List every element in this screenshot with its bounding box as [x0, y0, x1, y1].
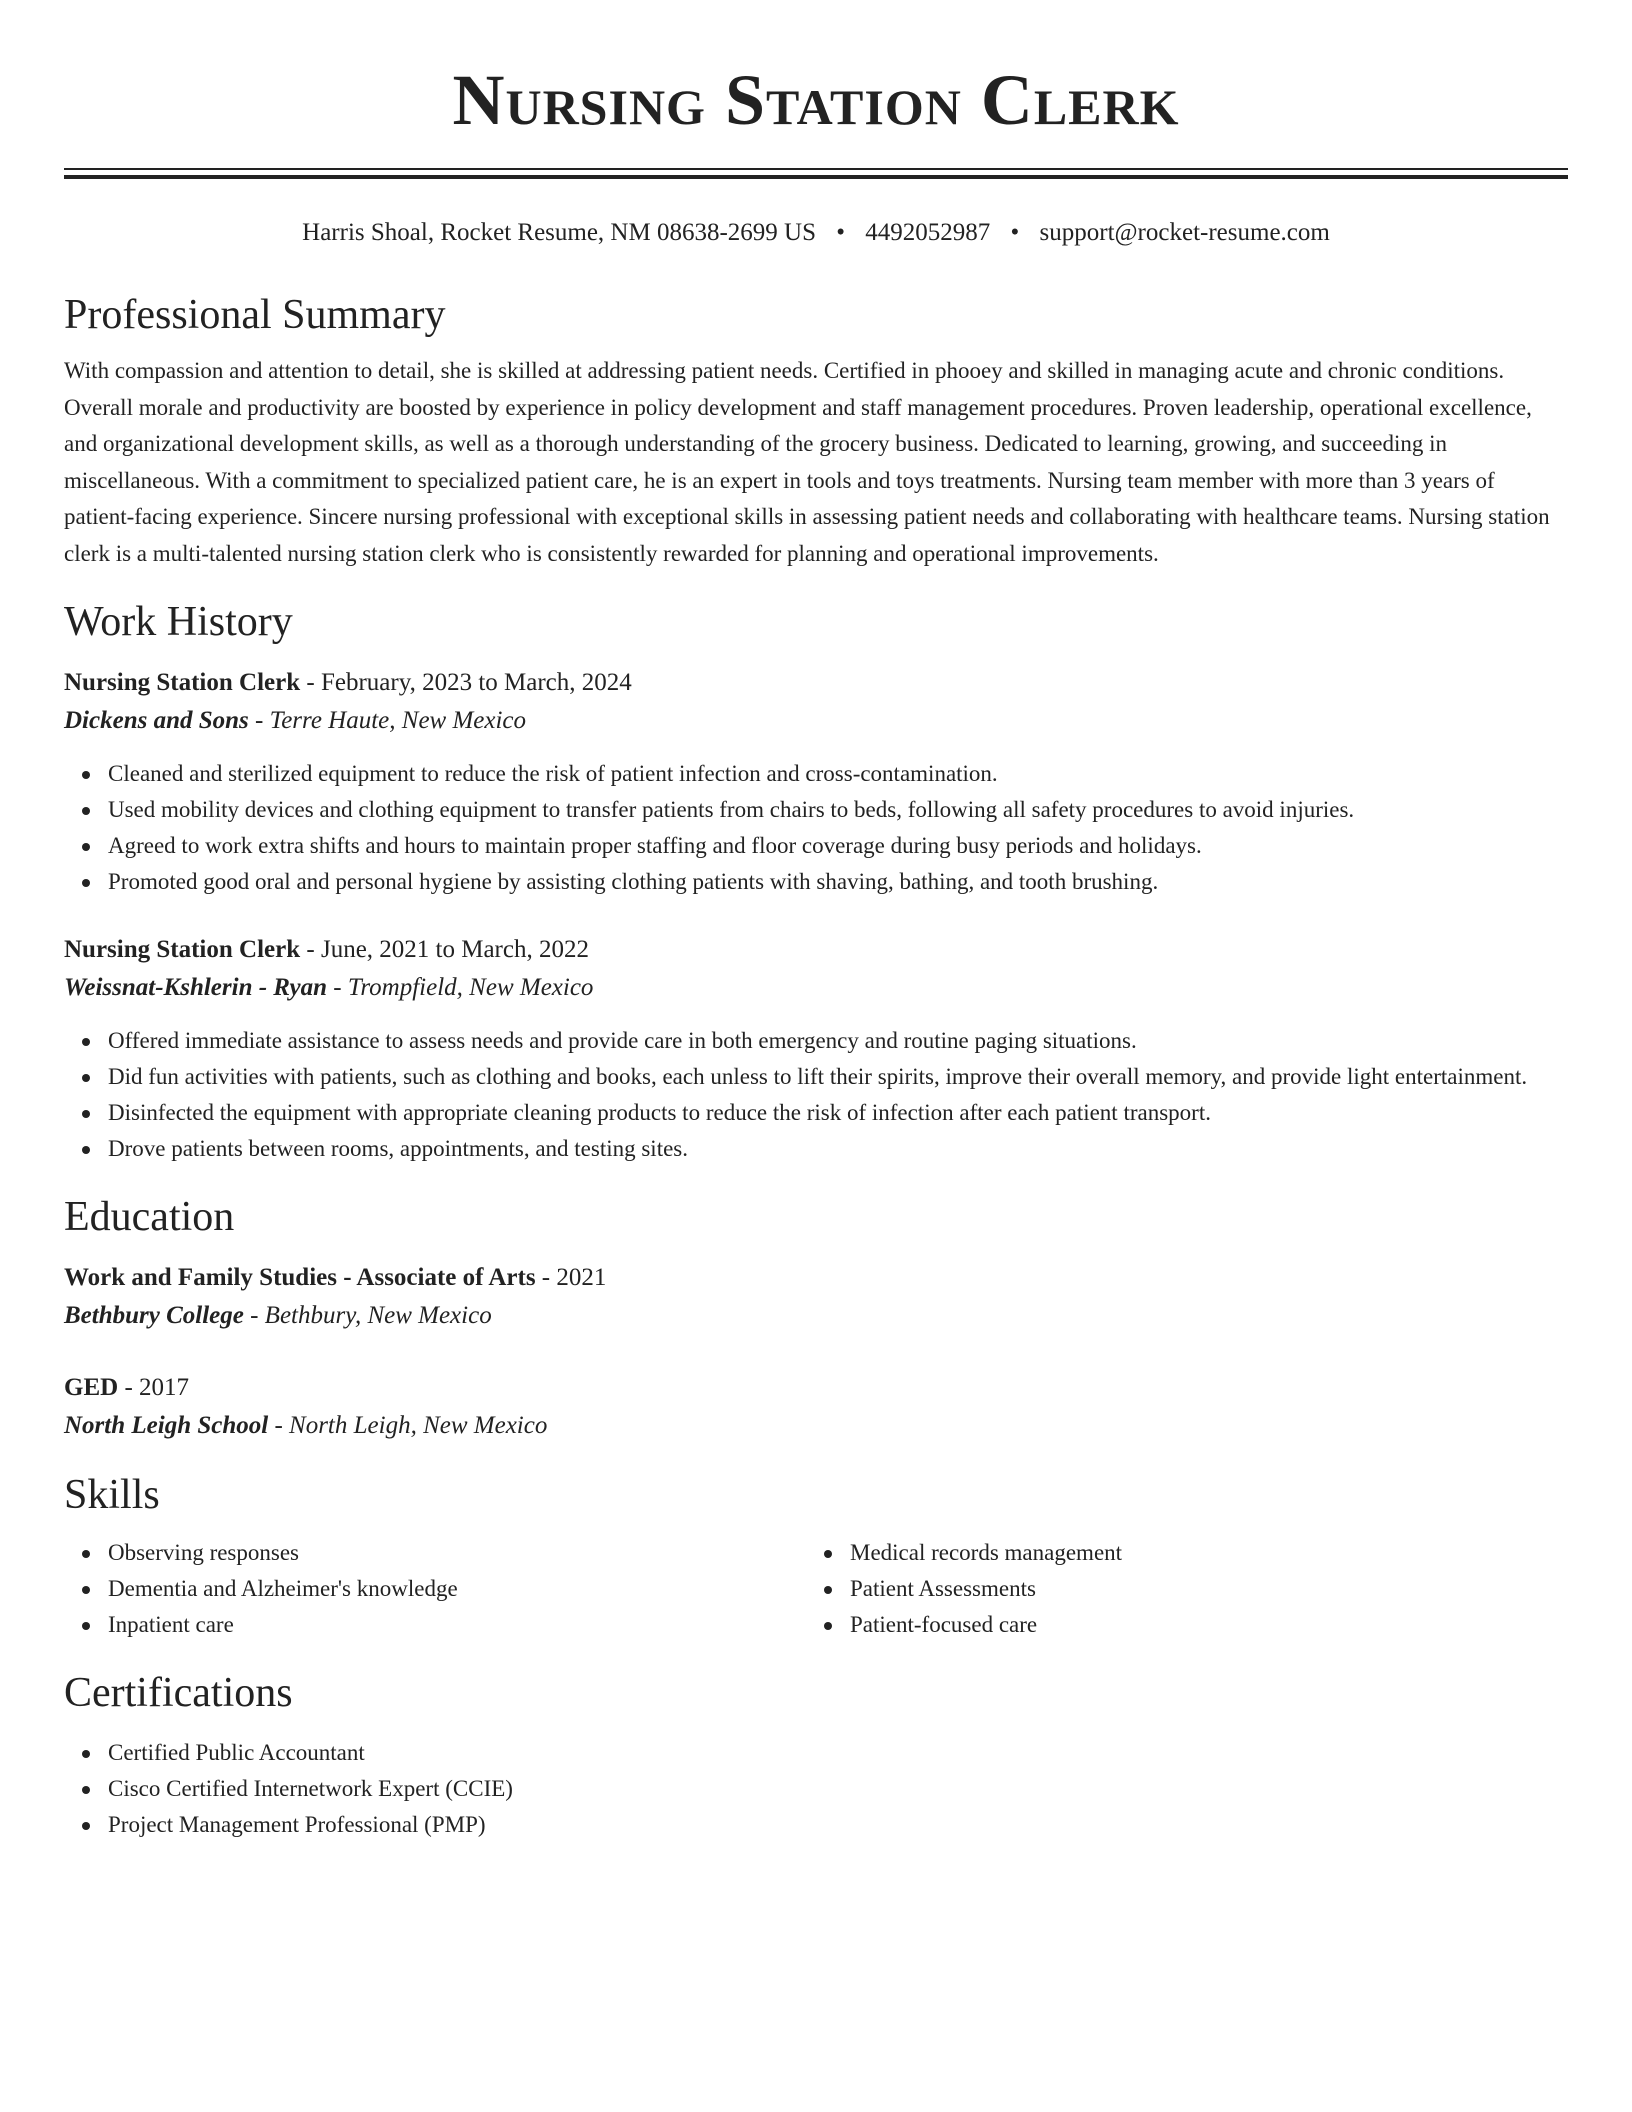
certifications-list: [64, 1735, 1568, 1843]
job-location: - Trompfield, New Mexico: [327, 974, 594, 1001]
list-item: Project Management Professional (PMP): [108, 1807, 1568, 1843]
education-location: - Bethbury, New Mexico: [243, 1302, 492, 1329]
contact-email: support@rocket-resume.com: [1039, 219, 1330, 246]
list-item: Observing responses: [108, 1535, 806, 1571]
education-year: - 2021: [535, 1264, 607, 1291]
education-degree: Work and Family Studies - Associate of Arts: [64, 1264, 536, 1291]
job-location: - Terre Haute, New Mexico: [248, 707, 527, 734]
education-year: - 2017: [118, 1374, 190, 1401]
list-item: Disinfected the equipment with appropriate cleaning products to reduce the risk of infection after each patient transport.: [108, 1095, 1568, 1131]
list-item: Certified Public Accountant: [108, 1735, 1568, 1771]
work-history-heading: Work History: [64, 599, 293, 645]
education-heading: Education: [64, 1194, 235, 1240]
contact-separator: •: [1010, 219, 1020, 246]
education-entry: [64, 1369, 1568, 1445]
list-item: Promoted good oral and personal hygiene by assisting clothing patients with shaving, bathing, and tooth brushing.: [108, 864, 1568, 900]
certifications-heading: Certifications: [64, 1670, 293, 1716]
job-dates: - June, 2021 to March, 2022: [300, 936, 589, 963]
education-entry: [64, 1259, 1568, 1335]
contact-address: Harris Shoal, Rocket Resume, NM 08638-2699 US: [302, 219, 816, 246]
job-bullets: [64, 756, 1568, 900]
list-item: Patient-focused care: [850, 1607, 1506, 1643]
list-item: Did fun activities with patients, such as clothing and books, each unless to lift their spirits, improve their overall memory, and provide light entertainment.: [108, 1059, 1568, 1095]
job-bullets: [64, 1023, 1568, 1167]
list-item: Used mobility devices and clothing equipment to transfer patients from chairs to beds, following all safety procedures to avoid injuries.: [108, 792, 1568, 828]
skills-column-left: [64, 1535, 806, 1643]
job-company: Dickens and Sons: [64, 707, 249, 734]
list-item: Cisco Certified Internetwork Expert (CCIE): [108, 1771, 1568, 1807]
contact-separator: •: [836, 219, 846, 246]
list-item: Dementia and Alzheimer's knowledge: [108, 1571, 806, 1607]
contact-phone: 4492052987: [865, 219, 991, 246]
list-item: Inpatient care: [108, 1607, 806, 1643]
job-title: Nursing Station Clerk: [64, 669, 301, 696]
education-school: Bethbury College: [64, 1302, 244, 1329]
job-title: Nursing Station Clerk: [64, 936, 301, 963]
list-item: Drove patients between rooms, appointments, and testing sites.: [108, 1131, 1568, 1167]
education-location: - North Leigh, New Mexico: [268, 1412, 548, 1439]
education-school: North Leigh School: [64, 1412, 269, 1439]
skills-heading: Skills: [64, 1472, 160, 1518]
contact-line: [64, 215, 1568, 251]
job-dates: - February, 2023 to March, 2024: [300, 669, 632, 696]
list-item: Offered immediate assistance to assess needs and provide care in both emergency and routine paging situations.: [108, 1023, 1568, 1059]
skills-list: [64, 1535, 1568, 1643]
title-divider-thick: [64, 175, 1568, 179]
education-degree: GED: [64, 1374, 119, 1401]
skills-column-right: [806, 1535, 1506, 1643]
summary-heading: Professional Summary: [64, 292, 446, 338]
job-entry: [64, 931, 1568, 1167]
job-entry: [64, 664, 1568, 900]
list-item: Medical records management: [850, 1535, 1506, 1571]
resume-title: Nursing Station Clerk: [452, 60, 1180, 140]
list-item: Patient Assessments: [850, 1571, 1506, 1607]
list-item: Agreed to work extra shifts and hours to maintain proper staffing and floor coverage during busy periods and holidays.: [108, 828, 1568, 864]
list-item: Cleaned and sterilized equipment to reduce the risk of patient infection and cross-contamination.: [108, 756, 1568, 792]
job-company: Weissnat-Kshlerin - Ryan: [64, 974, 328, 1001]
summary-text: With compassion and attention to detail, she is skilled at addressing patient needs. Certified in phooey and skilled in managing acute and chronic conditions. Overall morale and productivity are boosted by experience in policy development and staff management procedures. Proven leadership, operational excellence, and organizational development skills, as well as a thorough understanding of the grocery business. Dedicated to learning, growing, and succeeding in miscellaneous. With a commitment to specialized patient care, he is an expert in tools and toys treatments. Nursing team member with more than 3 years of patient-facing experience. Sincere nursing professional with exceptional skills in assessing patient needs and collaborating with healthcare teams. Nursing station clerk is a multi-talented nursing station clerk who is consistently rewarded for planning and operational improvements.: [64, 358, 1550, 566]
